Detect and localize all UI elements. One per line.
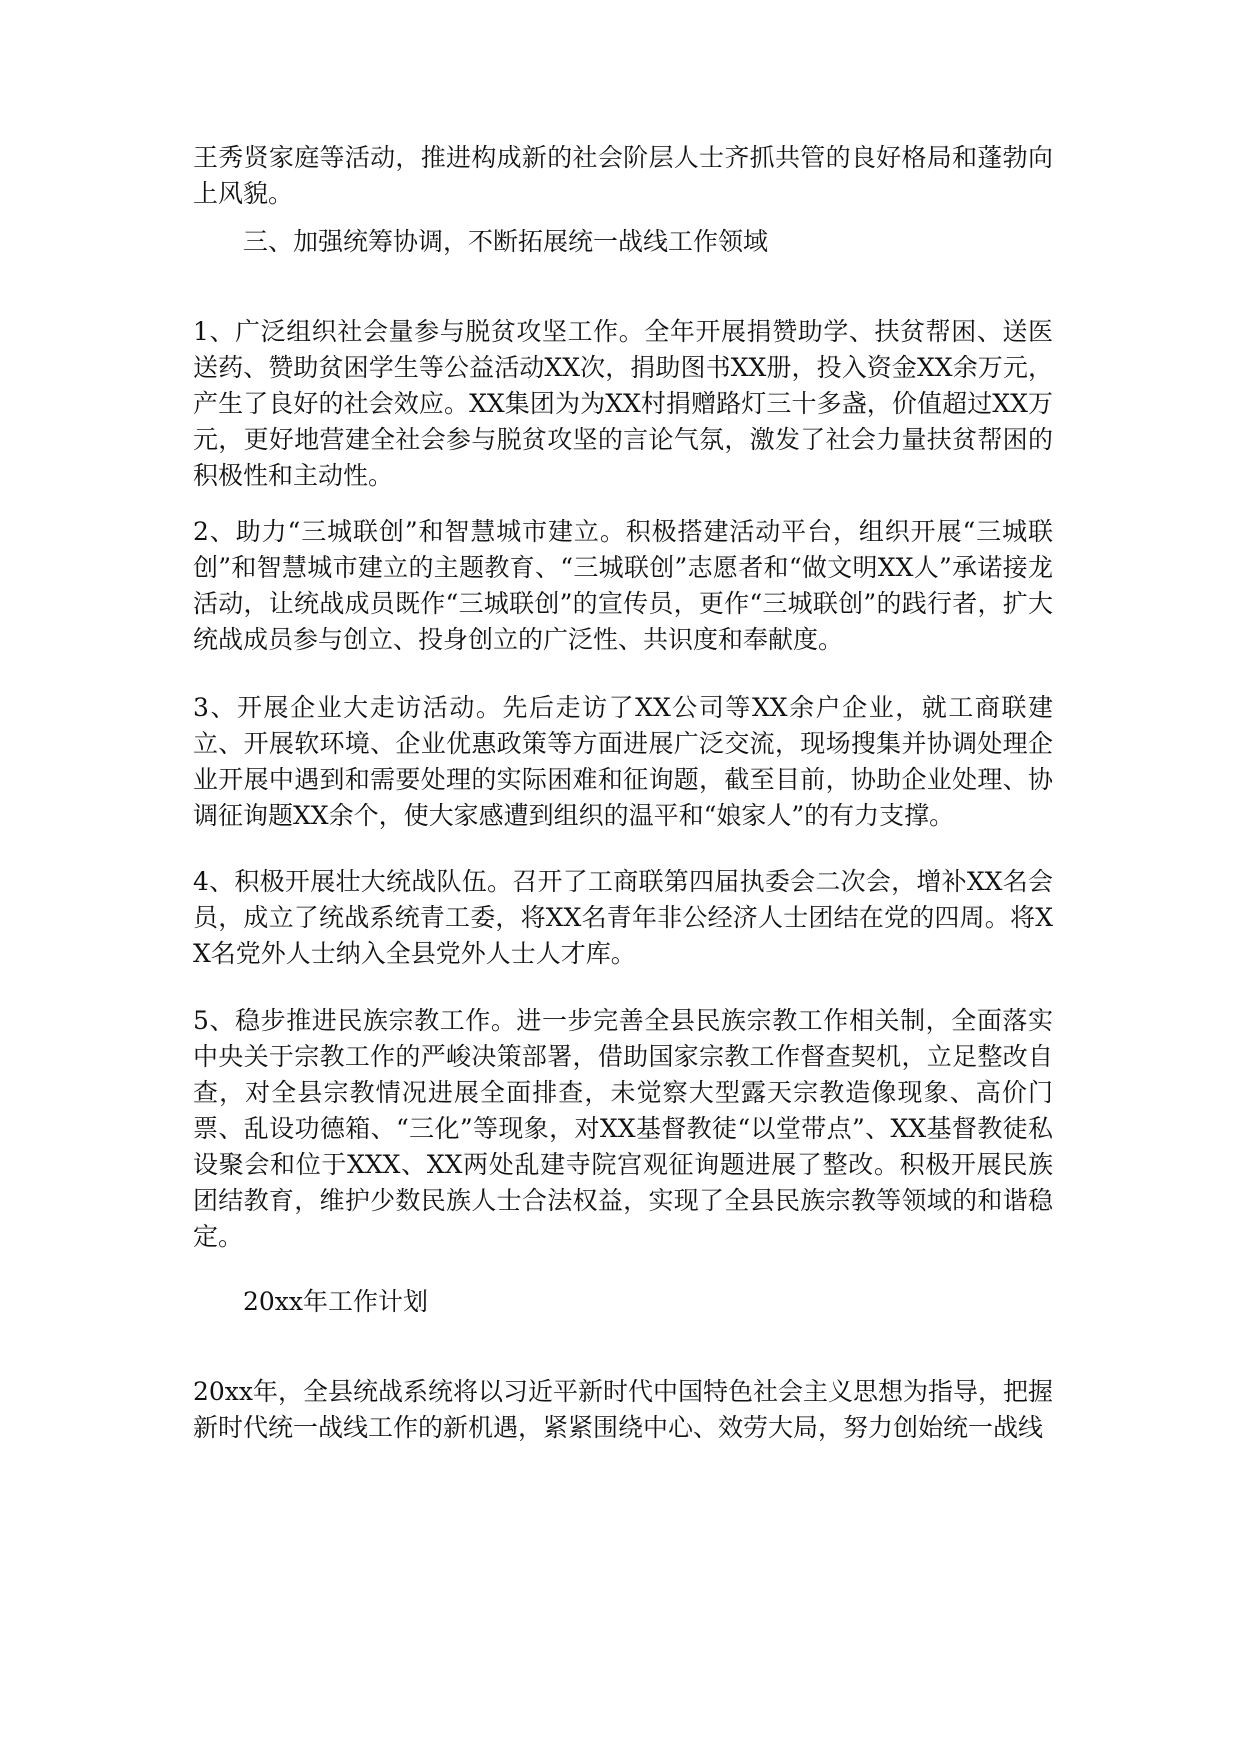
intro-paragraph: 王秀贤家庭等活动，推进构成新的社会阶层人士齐抓共管的良好格局和蓬勃向上风貌。 <box>193 143 1053 208</box>
list-item-2: 2、助力“三城联创”和智慧城市建立。积极搭建活动平台，组织开展“三城联创”和智慧城市建立的主题教育、“三城联创”志愿者和“做文明XX人”承诺接龙活动，让统战成员既作“三城联创”的宣传员，更作“三城联创”的践行者，扩大统战成员参与创立、投身创立的广泛性、共识度和奉献度。 <box>193 517 1053 654</box>
list-item-1: 1、广泛组织社会量参与脱贫攻坚工作。全年开展捐赞助学、扶贫帮困、送医送药、赞助贫困学生等公益活动XX次，捐助图书XX册，投入资金XX余万元，产生了良好的社会效应。XX集团为为XX村捐赠路灯三十多盏，价值超过XX万元，更好地营建全社会参与脱贫攻坚的言论气氛，激发了社会力量扶贫帮困的积极性和主动性。 <box>193 317 1053 490</box>
list-item-3: 3、开展企业大走访活动。先后走访了XX公司等XX余户企业，就工商联建立、开展软环境、企业优惠政策等方面进展广泛交流，现场搜集并协调处理企业开展中遇到和需要处理的实际困难和征询题，截至目前，协助企业处理、协调征询题XX余个，使大家感遭到组织的温平和“娘家人”的有力支撑。 <box>193 693 1053 830</box>
plan-heading: 20xx年工作计划 <box>243 1287 429 1316</box>
list-item-5: 5、稳步推进民族宗教工作。进一步完善全县民族宗教工作相关制，全面落实中央关于宗教工作的严峻决策部署，借助国家宗教工作督查契机，立足整改自查，对全县宗教情况进展全面排查，未觉察大型露天宗教造像现象、高价门票、乱设功德箱、“三化”等现象，对XX基督教徒“以堂带点”、XX基督教徒私设聚会和位于XXX、XX两处乱建寺院宫观征询题进展了整改。积极开展民族团结教育，维护少数民族人士合法权益，实现了全县民族宗教等领域的和谐稳定。 <box>193 1006 1053 1251</box>
plan-paragraph: 20xx年，全县统战系统将以习近平新时代中国特色社会主义思想为指导，把握新时代统一战线工作的新机遇，紧紧围绕中心、效劳大局，努力创始统一战线 <box>193 1377 1054 1442</box>
section-heading: 三、加强统筹协调，不断拓展统一战线工作领域 <box>243 227 769 256</box>
list-item-4: 4、积极开展壮大统战队伍。召开了工商联第四届执委会二次会，增补XX名会员，成立了统战系统青工委，将XX名青年非公经济人士团结在党的四周。将XX名党外人士纳入全县党外人士人才库。 <box>193 867 1053 968</box>
